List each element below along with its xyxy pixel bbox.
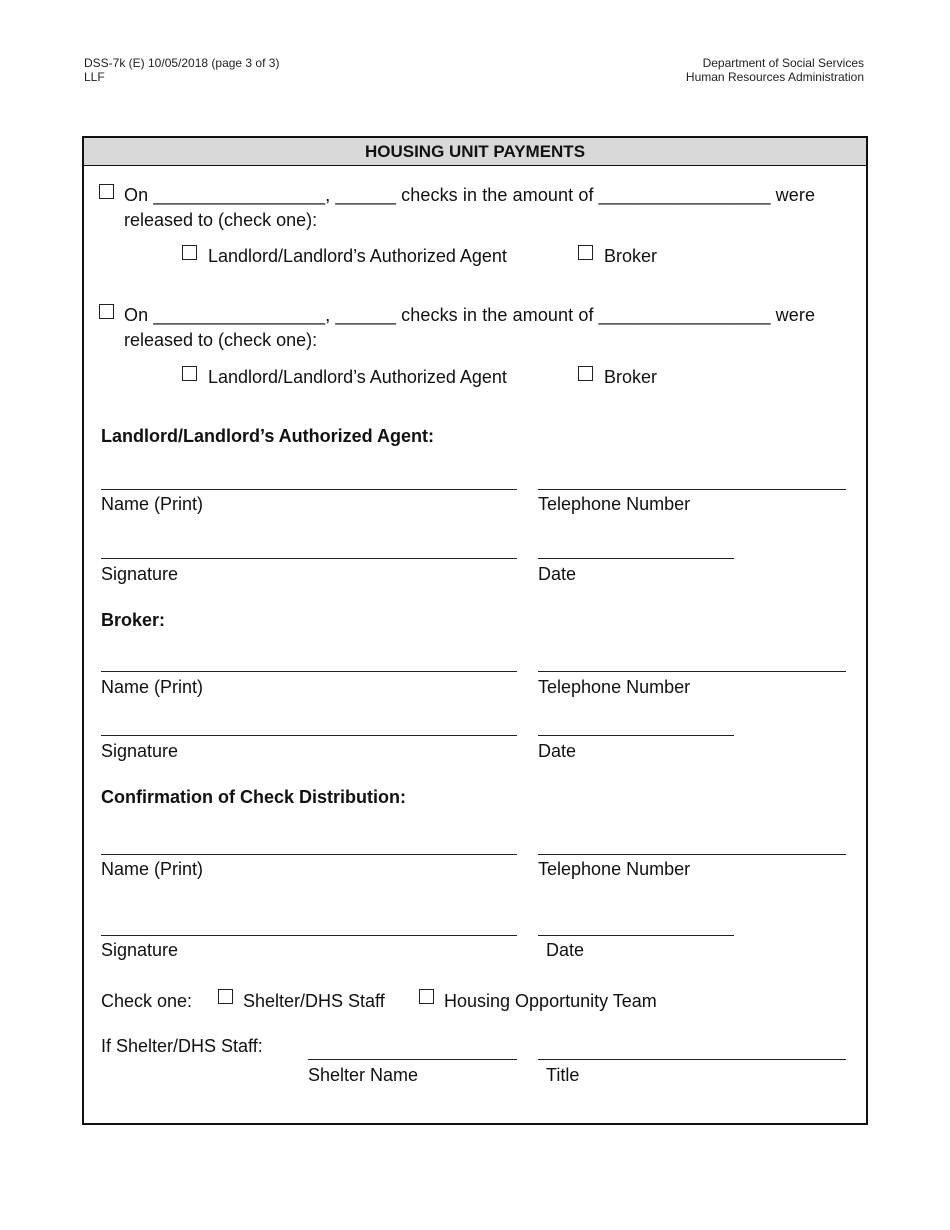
broker-section-heading: Broker: [101,610,166,630]
payment-1-checkbox[interactable] [99,184,114,199]
landlord-date-field[interactable] [538,558,734,559]
payment-2-line: On _________________, ______ checks in the amount of _________________ were [124,305,816,325]
confirmation-phone-field[interactable] [538,854,846,855]
landlord-phone-field[interactable] [538,489,846,490]
confirmation-date-field[interactable] [538,935,734,936]
shelter-name-field[interactable] [308,1059,517,1060]
department-name: Department of Social Services [702,56,864,70]
confirmation-name-label: Name (Print) [101,859,204,879]
confirmation-phone-label: Telephone Number [538,859,691,879]
broker-phone-label: Telephone Number [538,677,691,697]
payment-1-broker-checkbox[interactable] [578,245,593,260]
landlord-date-label: Date [538,564,577,584]
payment-2-checkbox[interactable] [99,304,114,319]
confirmation-signature-label: Signature [101,940,179,960]
confirmation-signature-field[interactable] [101,935,517,936]
shelter-title-field[interactable] [538,1059,846,1060]
housing-unit-payments-form [82,136,868,1125]
landlord-name-label: Name (Print) [101,494,204,514]
payment-1-release-label: released to (check one): [124,210,318,230]
payment-1-line: On _________________, ______ checks in the amount of _________________ were [124,185,816,205]
landlord-signature-label: Signature [101,564,179,584]
form-title: HOUSING UNIT PAYMENTS [84,138,866,166]
shelter-staff-label: Shelter/DHS Staff [243,991,385,1011]
payment-2-landlord-label: Landlord/Landlord’s Authorized Agent [208,367,507,387]
confirmation-date-label: Date [546,940,585,960]
shelter-title-label: Title [546,1065,580,1085]
form-header-left [84,56,279,84]
broker-signature-label: Signature [101,741,179,761]
payment-1-broker-label: Broker [604,246,658,266]
shelter-name-label: Shelter Name [308,1065,419,1085]
payment-2-release-label: released to (check one): [124,330,318,350]
confirmation-name-field[interactable] [101,854,517,855]
landlord-section-heading: Landlord/Landlord’s Authorized Agent: [101,426,434,446]
landlord-phone-label: Telephone Number [538,494,691,514]
payment-2-broker-label: Broker [604,367,658,387]
confirmation-section-heading: Confirmation of Check Distribution: [101,787,406,807]
broker-name-field[interactable] [101,671,517,672]
broker-name-label: Name (Print) [101,677,204,697]
broker-signature-field[interactable] [101,735,517,736]
payment-2-broker-checkbox[interactable] [578,366,593,381]
broker-date-label: Date [538,741,577,761]
check-one-label: Check one: [101,991,193,1011]
landlord-name-field[interactable] [101,489,517,490]
broker-date-field[interactable] [538,735,734,736]
housing-team-label: Housing Opportunity Team [444,991,657,1011]
payment-1-landlord-label: Landlord/Landlord’s Authorized Agent [208,246,507,266]
landlord-signature-field[interactable] [101,558,517,559]
form-id: DSS-7k (E) 10/05/2018 (page 3 of 3) [84,56,280,70]
form-code: LLF [84,70,105,84]
administration-name: Human Resources Administration [685,70,864,84]
housing-team-checkbox[interactable] [419,989,434,1004]
form-header-right [686,56,864,84]
shelter-staff-checkbox[interactable] [218,989,233,1004]
payment-1-landlord-checkbox[interactable] [182,245,197,260]
if-shelter-label: If Shelter/DHS Staff: [101,1036,263,1056]
payment-2-landlord-checkbox[interactable] [182,366,197,381]
broker-phone-field[interactable] [538,671,846,672]
